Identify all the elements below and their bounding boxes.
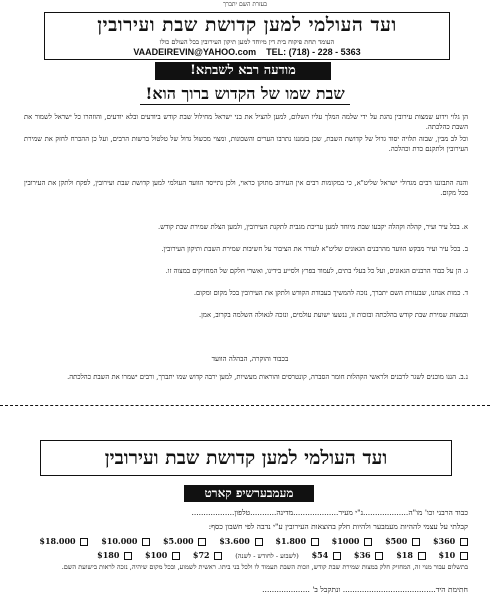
checkbox[interactable] [124, 552, 132, 560]
masthead-subtitle: העומד תחת פיקוח בית דין מיוחד למען תיקון העירובין בכל העולם כולו [159, 38, 335, 46]
masthead-contact [45, 47, 449, 57]
amount-option[interactable]: $500 [385, 536, 420, 546]
amount-option[interactable]: $100 [145, 550, 180, 560]
checkbox[interactable] [364, 538, 372, 546]
amount-option[interactable]: $1.800 [275, 536, 318, 546]
amount-option[interactable]: $10.000 [101, 536, 150, 546]
amount-option[interactable]: $72 [193, 550, 223, 560]
amount-option[interactable]: $10 [439, 550, 469, 560]
amount-option[interactable]: $36 [354, 550, 384, 560]
footer-masthead-title: ועד העולמי למען קדושת שבת ועירובין [104, 447, 388, 469]
cut-line [0, 405, 490, 406]
form-fine-print: בתשלום עבור מנוי זה, המחזיק חלק במצות שמירת שבת קודש, וזכות השבת תעמוד לו ולכל בני ביתו. ראשית לשמוע, ובכל מקום שיהיה, נזכה לראות בישועת השם. [61, 563, 468, 571]
checkbox[interactable] [333, 552, 341, 560]
signature: בכבוד והוקרה, הבהלה הוועד [211, 355, 289, 363]
paragraph-2: וכל לב מבין, שבזה תלויה יסוד גדול של קדושת השבת, שכן בזמננו נתרבו הערים והשכונות, ומצוי מכשול גדול של טלטול ברשות הרבים, ועל כן ההכרח לחזק את שמירת העירובין ולתקנם כדת וכהלכה. [24, 135, 468, 154]
postscript-note: נ.ב. הננו מוכנים לשגר לרבנים ולראשי הקהלות חומר הסברה, קונטרסים והוראות מעשיות, למען ירבה קדוש שמו יתברך, ורבים ישמרו את השבת כהלכתה. [67, 373, 468, 381]
masthead [44, 12, 450, 60]
checkbox[interactable] [460, 552, 468, 560]
headline-underline [140, 104, 350, 105]
amount-options-row-1 [24, 536, 468, 546]
checkbox[interactable] [375, 552, 383, 560]
masthead-title: ועד העולמי למען קדושת שבת ועירובין [97, 14, 397, 36]
checkbox[interactable] [172, 552, 180, 560]
headline: שבת שמו של הקדוש ברוך הוא! [145, 84, 345, 103]
checkbox[interactable] [142, 538, 150, 546]
paragraph-8: ובמצות שמירת שבת קודש בהלכתה ובזכות זו, ננשעו ישועת עולמים, ונזכה לגאולה השלמה בקרוב, אמן. [199, 311, 468, 319]
amount-options-row-2 [24, 550, 468, 560]
paragraph-5: ב. בכל עיר ועיר מבקש הוועד מהרבנים הגאונים שליט"א לעורר את הציבור על חשיבות שמירת השבת ותיקון העירובין. [161, 245, 468, 253]
paragraph-6: ג. הן על כבוד הרבנים הגאונים, ועל כל בעלי בתים, לעמוד בפרץ ולסייע בידינו, ואשרי חלקם של המחזיקים במצוה זו. [165, 267, 468, 275]
paragraph-1: הן גלוי וידוע שמצות עירובין נהגת על ידי שלמה המלך עליו השלום, למען להציל את בני ישראל מחילול שבת קודש ביודעים ובלא יודעים, והוזהרו כל ישראל לשמור את השבת כהלכתה. [24, 113, 468, 132]
amount-option[interactable]: $360 [433, 536, 468, 546]
checkbox[interactable] [460, 538, 468, 546]
checkbox[interactable] [412, 538, 420, 546]
form-signature-line[interactable]: חתימת היד....................................... ונתקבל ב' .................... [262, 585, 468, 594]
form-pledge-line: קבלתי על עצמי לההיות מעמבער ולהיות חלק בהוצאות העירובין ע"י נדבה לפי חשבון כסף: [208, 522, 468, 531]
amount-option[interactable]: $5.000 [163, 536, 206, 546]
checkbox[interactable] [418, 552, 426, 560]
checkbox[interactable] [255, 538, 263, 546]
amount-option[interactable]: $180 [97, 550, 132, 560]
top-blessing: בעזרת השם יתברך [223, 1, 267, 8]
masthead-email: VAADEIREVIN@YAHOO.com [133, 47, 257, 57]
amount-option[interactable]: $18 [396, 550, 426, 560]
checkbox[interactable] [214, 552, 222, 560]
period-note: (לשבוע - לחודש - לשנה) [235, 552, 299, 560]
masthead-phone: TEL: (718) - 228 - 5363 [266, 47, 361, 57]
footer-masthead [40, 440, 452, 476]
amount-option[interactable]: $1000 [332, 536, 373, 546]
checkbox[interactable] [80, 538, 88, 546]
amount-option[interactable]: $3.600 [219, 536, 262, 546]
membership-card-title: מעמבערשיפ קארט [184, 485, 314, 502]
form-name-line[interactable]: כבוד הרבני וכו' מו"ה...................נ"י מעיר...................מדינה...........טלפון.................. [191, 508, 468, 517]
amount-option[interactable]: $54 [312, 550, 342, 560]
paragraph-4: א. בכל עיר ועיר, קהלה וקהלה יקבעו שבת מיוחד למען עריכת מגבית לתקנת העירובין, ולמען הצלת שמירת שבת קודש. [158, 223, 468, 231]
checkbox[interactable] [198, 538, 206, 546]
paragraph-7: ד. כמות אנחנו, שבעזרת השם יתברך, נזכה להמשיך בעבודת הקודש ולתקן את העירובין בכל מקום ומקום. [193, 289, 468, 297]
announcement-banner: מודעה רבא לשבתא! [155, 62, 331, 80]
amount-option[interactable]: $18.000 [39, 536, 88, 546]
paragraph-3: והנה התבוננו רבים מגדולי ישראל שליט"א, כי במקומות רבים אין העירוב מתוקן כראוי, ולכן נתייסד הוועד העולמי למען קדושת שבת ועירובין, לפקח ולתקן את העירובין בכל מקום. [24, 179, 468, 198]
checkbox[interactable] [311, 538, 319, 546]
